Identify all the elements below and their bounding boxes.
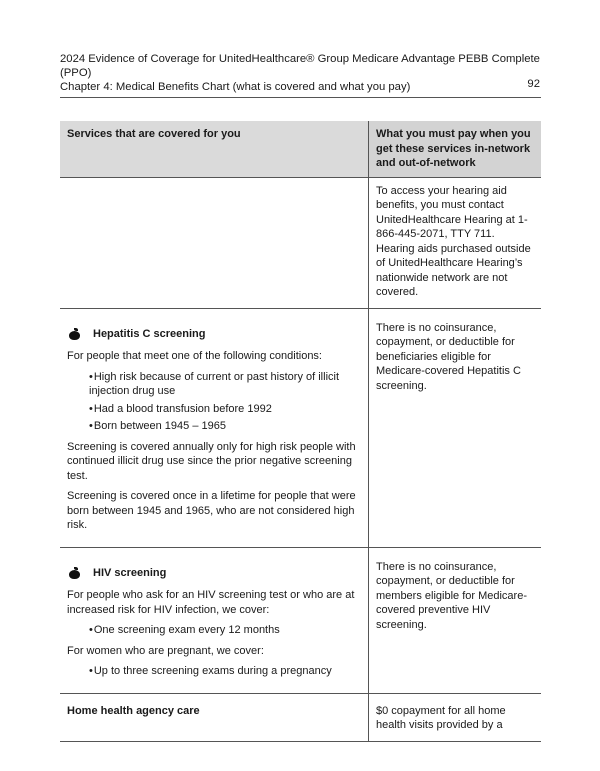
apple-icon: [69, 328, 80, 339]
header-divider: [60, 97, 541, 98]
cost-cell: $0 copayment for all home health visits provided by a: [369, 693, 542, 741]
list-item: •Born between 1945 – 1965: [89, 420, 226, 432]
cost-cell: To access your hearing aid benefits, you must contact UnitedHealthcare Hearing at 1-866-445-2071, TTY 711. Hearing aids purchased outside of UnitedHealthcare Hearing’s nationwide network are not covered.: [369, 177, 542, 308]
cost-cell: There is no coinsurance, copayment, or deductible for members eligible for Medicare-covered preventive HIV screening.: [369, 547, 542, 693]
service-title: Hepatitis C screening: [67, 327, 361, 342]
page-number: 92: [527, 78, 540, 90]
table-row: HIV screening For people who ask for an HIV screening test or who are at increased risk for HIV infection, we cover: •One screening exam every 12 months For women who are pregnant, we cover: •Up to three screening exams during a pregnancy There is no coinsurance, copayment, or deductible for members eligible for Medicare-covered preventive HIV screening.: [60, 547, 541, 693]
running-header: [60, 52, 540, 94]
list-item: •Up to three screening exams during a pregnancy: [89, 665, 332, 677]
list-item: •Had a blood transfusion before 1992: [89, 402, 272, 415]
table-row: [60, 693, 541, 741]
apple-icon: [69, 567, 80, 578]
col-header-cost: What you must pay when you get these services in-network and out-of-network: [369, 121, 542, 177]
col-header-services: Services that are covered for you: [60, 121, 369, 177]
cost-cell: There is no coinsurance, copayment, or deductible for beneficiaries eligible for Medicare-covered Hepatitis C screening.: [369, 308, 542, 547]
table-row: [60, 177, 541, 308]
service-title: Home health agency care: [60, 693, 369, 741]
header-chapter: Chapter 4: Medical Benefits Chart (what is covered and what you pay): [60, 81, 411, 93]
table-row: Hepatitis C screening For people that meet one of the following conditions: •High risk because of current or past history of illicit injection drug use •Had a blood transfusion before 1992 •Born between 1945 – 1965 Screening is covered annually only for high risk people with continued illicit drug use since the prior negative screening test. Screening is covered once in a lifetime for people that were born between 1945 and 1965, who are not considered high risk. There is no coinsurance, copayment, or deductible for beneficiaries eligible for Medicare-covered Hepatitis C screening.: [60, 308, 541, 547]
benefits-table: [60, 121, 541, 742]
header-title: 2024 Evidence of Coverage for UnitedHealthcare® Group Medicare Advantage PEBB Complete (PPO): [60, 53, 540, 79]
list-item: •One screening exam every 12 months: [89, 624, 280, 636]
service-title: HIV screening: [67, 566, 361, 581]
list-item: •High risk because of current or past history of illicit injection drug use: [89, 370, 340, 397]
